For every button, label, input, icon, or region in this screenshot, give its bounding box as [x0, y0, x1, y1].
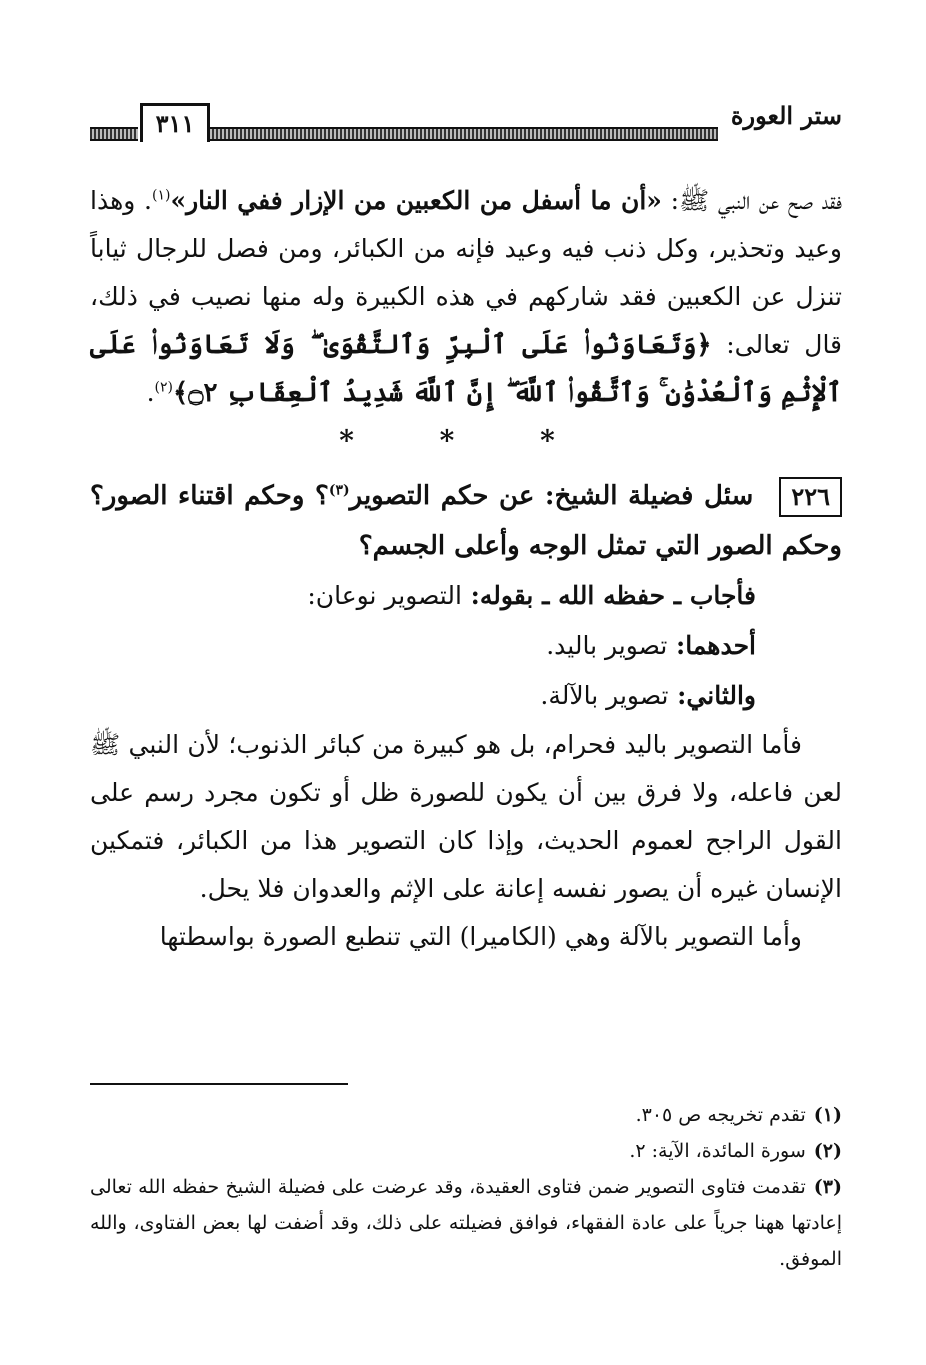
p1-body: . وهذا وعيد وتحذير، وكل ذنب فيه وعيد فإنه من الكبائر، ومن فصل للرجال ثياباً تنزل عن الكعبين فقد شاركهم في هذه الكبيرة وله منها نصيب في ذلك، قال تعالى:: [90, 186, 843, 359]
footnote-2: [90, 1133, 842, 1169]
body-text: [90, 177, 842, 961]
answer-intro: [90, 571, 842, 621]
second-text: تصوير بالآلة.: [540, 681, 669, 710]
running-header: [90, 95, 842, 145]
quran-verse: ﴿وَتَعَاوَنُوا۟ عَلَى ٱلْبِرِّ وَٱلتَّقْوَىٰ ۖ وَلَا تَعَاوَنُوا۟ عَلَى ٱلْإِثْمِ وَٱلْعُدْوَٰنِ ۚ وَٱتَّقُوا۟ ٱللَّهَ ۖ إِنَّ ٱللَّهَ شَدِيدُ ٱلْعِقَابِ ۝٢﴾: [90, 330, 842, 408]
answer-first-type: [90, 621, 842, 671]
footnote-3-number: (٣): [813, 1176, 842, 1198]
footnote-2-number: (٢): [813, 1140, 842, 1162]
footnote-1-number: (١): [813, 1104, 842, 1126]
footnotes: [90, 1097, 842, 1277]
footnote-ref-1[interactable]: (١): [151, 187, 171, 204]
header-rule-left: [90, 127, 138, 141]
footnote-rule: [90, 1083, 348, 1085]
answer-second-type: [90, 671, 842, 721]
footnote-3: [90, 1169, 842, 1277]
footnote-1: [90, 1097, 842, 1133]
first-text: تصوير باليد.: [546, 631, 668, 660]
paragraph-1: [90, 177, 842, 417]
paragraph-3: وأما التصوير بالآلة وهي (الكاميرا) التي تنطبع الصورة بواسطتها: [159, 922, 802, 951]
page-number: ٣١١: [140, 103, 210, 142]
footnote-2-text: سورة المائدة، الآية: ٢.: [629, 1140, 806, 1162]
section-separator: * * *: [339, 424, 593, 457]
hadith-quote: «أن ما أسفل من الكعبين من الإزار ففي النار»: [170, 186, 662, 215]
answer-text: التصوير نوعان:: [307, 581, 462, 610]
question-226: [90, 471, 842, 571]
footnote-3-text: تقدمت فتاوى التصوير ضمن فتاوى العقيدة، وقد عرضت على فضيلة الشيخ حفظه الله تعالى إعادتها ههنا جرياً على عادة الفقهاء، فوافق فضيلته على ذلك، وقد أضفت لها بعض الفتاوى، والله الموفق.: [90, 1176, 842, 1270]
second-lead: والثاني:: [668, 681, 756, 710]
question-text-b: ؟ وحكم اقتناء الصور؟ وحكم الصور التي تمثل الوجه وأعلى الجسم؟: [90, 481, 842, 561]
question-number: ٢٢٦: [779, 477, 842, 517]
footnote-ref-2[interactable]: (٢): [154, 379, 173, 396]
p1-intro: فقد صح عن النبي ﷺ:: [661, 186, 843, 215]
footnote-ref-3[interactable]: (٣): [328, 482, 350, 499]
header-title: ستر العورة: [730, 101, 842, 130]
question-text-a: سئل فضيلة الشيخ: عن حكم التصوير: [349, 481, 754, 511]
footnote-1-text: تقدم تخريجه ص ٣٠٥.: [635, 1104, 806, 1126]
header-rule: [208, 127, 718, 141]
first-lead: أحدهما:: [667, 631, 756, 660]
paragraph-2: فأما التصوير باليد فحرام، بل هو كبيرة من كبائر الذنوب؛ لأن النبي ﷺ لعن فاعله، ولا فرق بين أن يكون للصورة ظل أو تكون مجرد رسم على القول الراجح لعموم الحديث، وإذا كان التصوير هذا من الكبائر، فتمكين الإنسان غيره أن يصور نفسه إعانة على الإثم والعدوان فلا يحل.: [90, 730, 842, 903]
answer-lead: فأجاب ـ حفظه الله ـ بقوله:: [461, 581, 756, 610]
book-page: [90, 95, 842, 1335]
p1-end: .: [146, 378, 155, 407]
